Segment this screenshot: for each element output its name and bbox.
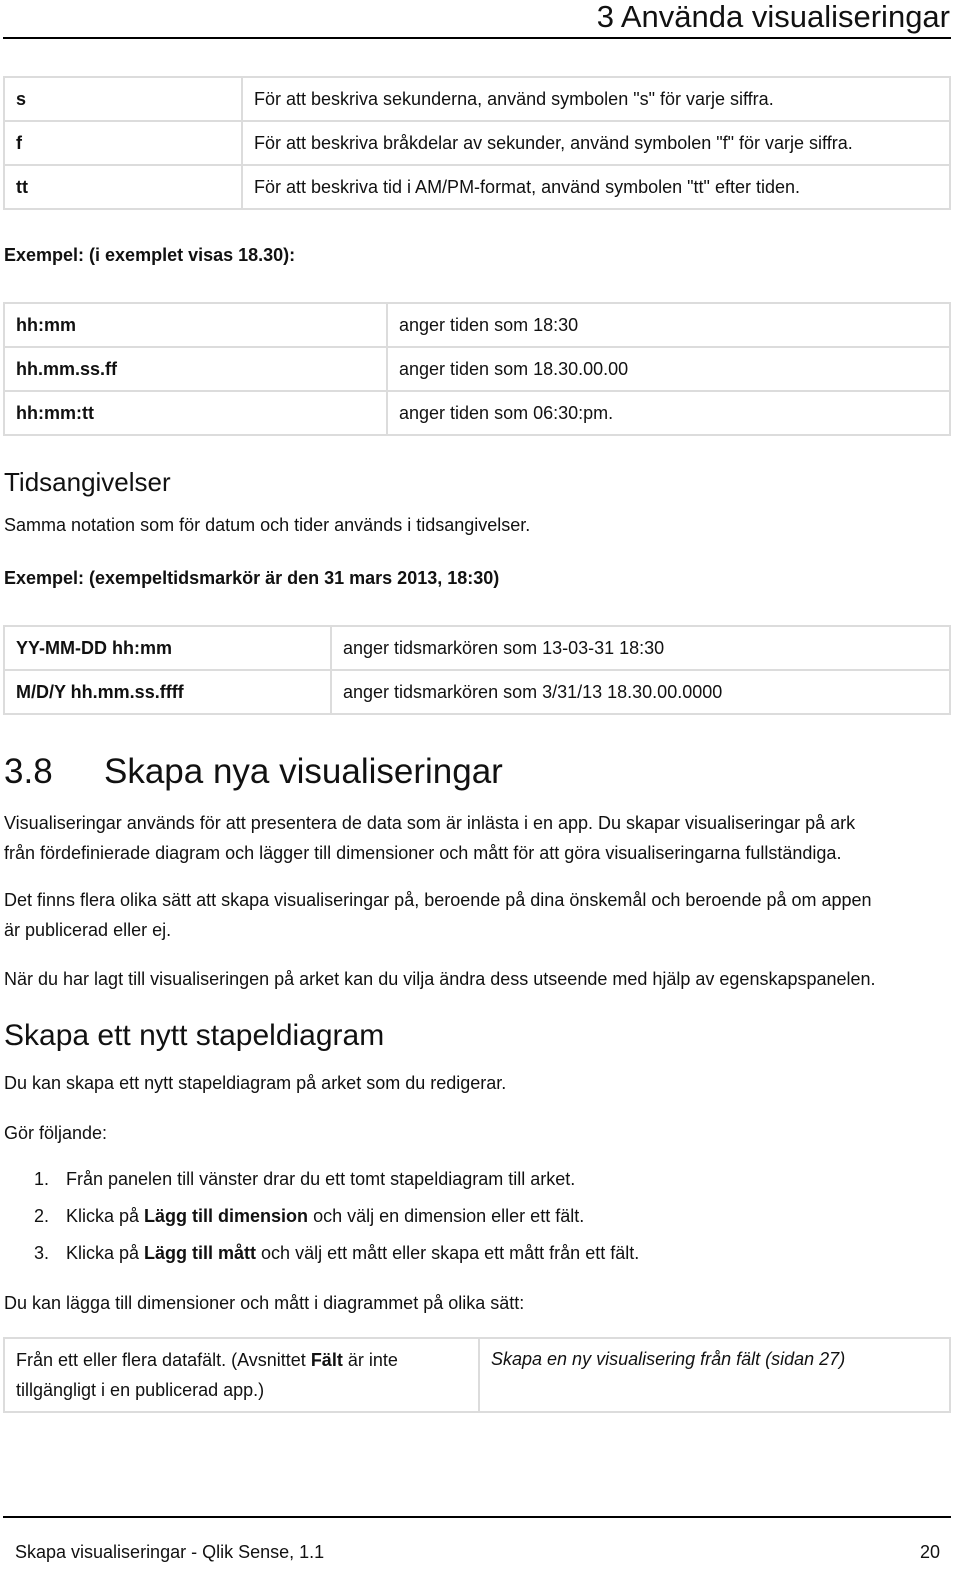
format-description: anger tidsmarkören som 13-03-31 18:30 <box>331 626 950 670</box>
footer-rule <box>3 1516 951 1518</box>
chapter-title: 3 Använda visualiseringar <box>596 0 950 34</box>
step-text: Från panelen till vänster drar du ett tomt stapeldiagram till arket. <box>66 1169 576 1189</box>
footer-title: Skapa visualiseringar - Qlik Sense, 1.1 <box>15 1542 325 1562</box>
table-row <box>4 121 950 165</box>
format-code: hh.mm.ss.ff <box>4 347 387 391</box>
format-description: anger tiden som 18:30 <box>387 303 950 347</box>
format-description: För att beskriva sekunderna, använd symbolen "s" för varje siffra. <box>242 77 950 121</box>
step-number: 1. <box>34 1169 50 1189</box>
step-text: Klicka på Lägg till mått och välj ett mått eller skapa ett mått från ett fält. <box>66 1243 640 1263</box>
step-text: Klicka på Lägg till dimension och välj en dimension eller ett fält. <box>66 1206 585 1226</box>
section-paragraph-line: Visualiseringar används för att presentera de data som är inlästa i en app. Du skapar visualiseringar på ark <box>4 813 856 833</box>
format-code: f <box>4 121 242 165</box>
page-number: 20 <box>919 1542 940 1562</box>
format-code: YY-MM-DD hh:mm <box>4 626 331 670</box>
table-row <box>4 165 950 209</box>
section-paragraph-line: Det finns flera olika sätt att skapa visualiseringar på, beroende på dina önskemål och beroende på om appen <box>4 890 872 910</box>
timestamp-example-table <box>3 625 951 715</box>
bar-chart-intro: Du kan skapa ett nytt stapeldiagram på arket som du redigerar. <box>4 1073 507 1093</box>
step-number: 3. <box>34 1243 50 1263</box>
table-row <box>4 77 950 121</box>
table-row <box>4 391 950 435</box>
format-code: s <box>4 77 242 121</box>
section-title: Skapa nya visualiseringar <box>104 752 503 791</box>
timestamps-example-label: Exempel: (exempeltidsmarkör är den 31 mars 2013, 18:30) <box>4 568 500 588</box>
format-code: hh:mm:tt <box>4 391 387 435</box>
format-code: M/D/Y hh.mm.ss.ffff <box>4 670 331 714</box>
section-paragraph-line: är publicerad eller ej. <box>4 920 172 940</box>
format-description: För att beskriva bråkdelar av sekunder, använd symbolen "f" för varje siffra. <box>242 121 950 165</box>
format-description: För att beskriva tid i AM/PM-format, använd symbolen "tt" efter tiden. <box>242 165 950 209</box>
do-following-label: Gör följande: <box>4 1123 108 1143</box>
format-description: anger tidsmarkören som 3/31/13 18.30.00.0000 <box>331 670 950 714</box>
header-rule <box>3 37 951 39</box>
section-paragraph: När du har lagt till visualiseringen på arket kan du vilja ändra dess utseende med hjälp av egenskapspanelen. <box>4 969 876 989</box>
timestamps-heading: Tidsangivelser <box>4 467 171 497</box>
section-number: 3.8 <box>4 752 53 791</box>
time-example-table <box>3 302 951 436</box>
format-code: hh:mm <box>4 303 387 347</box>
example-label: Exempel: (i exemplet visas 18.30): <box>4 245 296 265</box>
bar-chart-heading: Skapa ett nytt stapeldiagram <box>4 1019 385 1052</box>
ways-left-cell: Från ett eller flera datafält. (Avsnittet Fält är inte tillgängligt i en publicerad app.) <box>4 1338 479 1412</box>
format-description: anger tiden som 06:30:pm. <box>387 391 950 435</box>
table-row <box>4 1338 950 1412</box>
table-row <box>4 626 950 670</box>
step-number: 2. <box>34 1206 50 1226</box>
cross-reference-link[interactable]: Skapa en ny visualisering från fält (sidan 27) <box>479 1338 950 1412</box>
table-row <box>4 347 950 391</box>
format-code: tt <box>4 165 242 209</box>
table-row <box>4 303 950 347</box>
format-description: anger tiden som 18.30.00.00 <box>387 347 950 391</box>
ways-table <box>3 1337 951 1413</box>
format-symbols-table <box>3 76 951 210</box>
section-paragraph-line: från fördefinierade diagram och lägger till dimensioner och mått för att göra visualiseringarna fullständiga. <box>4 843 842 863</box>
add-ways-label: Du kan lägga till dimensioner och mått i diagrammet på olika sätt: <box>4 1293 525 1313</box>
table-row <box>4 670 950 714</box>
timestamps-intro: Samma notation som för datum och tider används i tidsangivelser. <box>4 515 531 535</box>
